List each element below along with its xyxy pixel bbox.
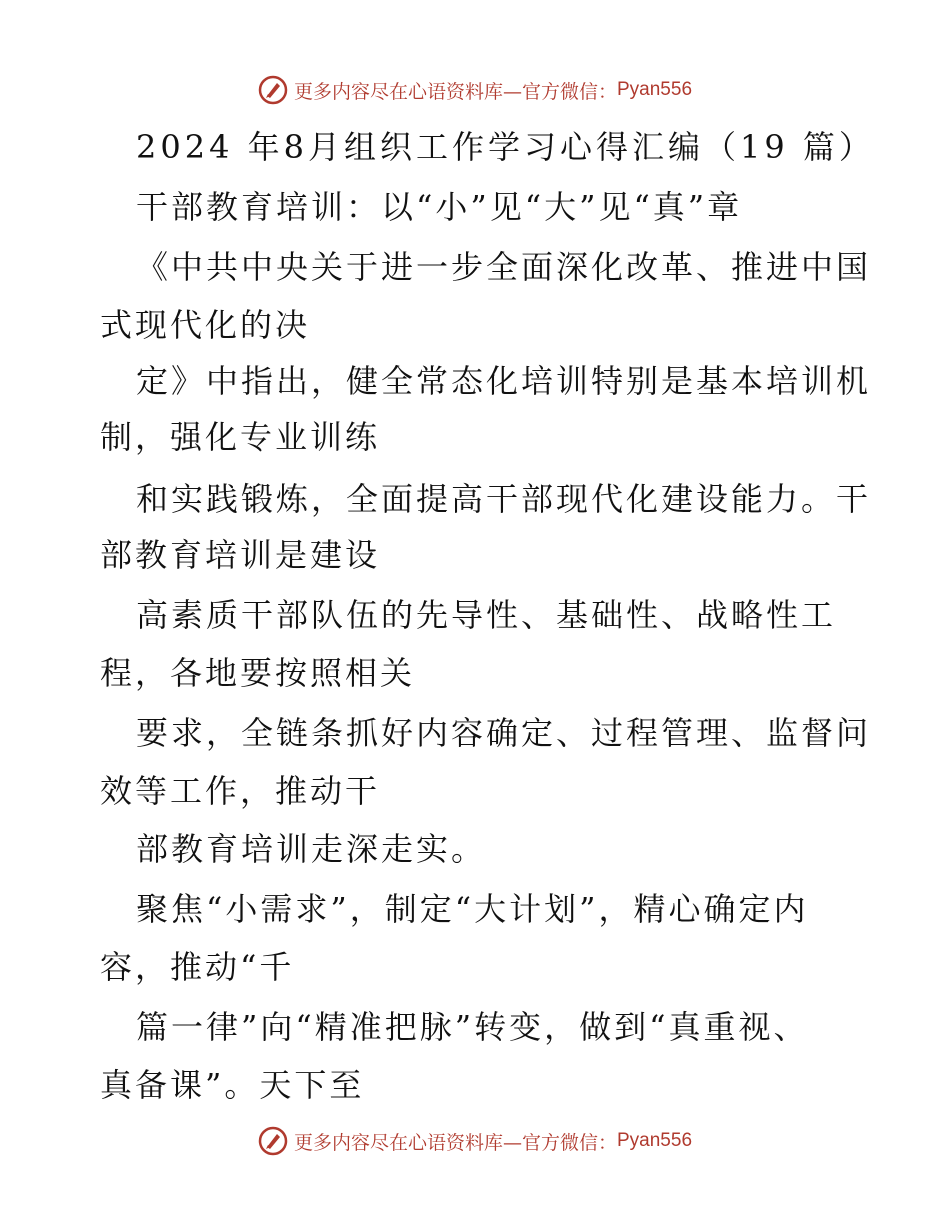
text-line: 高素质干部队伍的先导性、基础性、战略性工 [136, 596, 837, 634]
text-line: 和实践锻炼，全面提高干部现代化建设能力。干 [136, 480, 872, 518]
text-line: 效等工作，推动干 [100, 772, 381, 810]
text-line: 制，强化专业训练 [100, 418, 381, 456]
text-line: 真备课”。天下至 [100, 1066, 365, 1104]
document-title: 2024 年8月组织工作学习心得汇编（19 篇） [136, 128, 875, 166]
text-line: 式现代化的决 [100, 306, 311, 344]
footer-banner-text: 更多内容尽在心语资料库—官方微信： [293, 1131, 617, 1154]
text-line: 部教育培训是建设 [100, 536, 381, 574]
pen-logo-icon [258, 1126, 288, 1156]
header-banner-contact: Pyan556 [617, 79, 693, 100]
text-line: 《中共中央关于进一步全面深化改革、推进中国 [136, 248, 872, 286]
header-watermark-banner [0, 70, 950, 110]
text-line: 干部教育培训：以“小”见“大”见“真”章 [136, 188, 743, 226]
text-line: 篇一律”向“精准把脉”转变，做到“真重视、 [136, 1008, 809, 1046]
pen-logo-icon [258, 75, 288, 105]
text-line: 定》中指出，健全常态化培训特别是基本培训机 [136, 362, 872, 400]
header-banner-text: 更多内容尽在心语资料库—官方微信： [293, 80, 617, 103]
footer-banner-contact: Pyan556 [617, 1130, 693, 1151]
text-line: 程，各地要按照相关 [100, 654, 416, 692]
text-line: 要求，全链条抓好内容确定、过程管理、监督问 [136, 714, 872, 752]
text-line: 部教育培训走深走实。 [136, 830, 487, 868]
text-line: 容，推动“千 [100, 948, 295, 986]
footer-watermark-banner [0, 1121, 950, 1161]
text-line: 聚焦“小需求”，制定“大计划”，精心确定内 [136, 890, 809, 928]
